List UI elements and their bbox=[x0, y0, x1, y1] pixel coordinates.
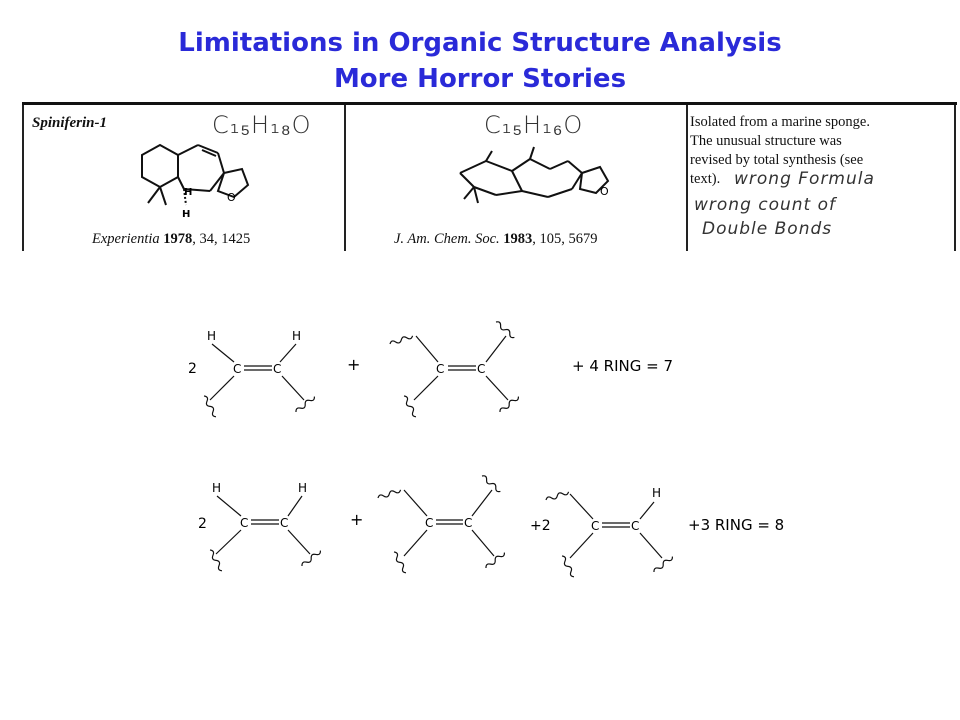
row2-C-left: C bbox=[240, 516, 249, 530]
left-atom-O: O bbox=[227, 191, 236, 204]
row1-H-right: H bbox=[292, 329, 302, 343]
note-line: The unusual structure was bbox=[690, 133, 842, 149]
row1-alkene-dihydro bbox=[188, 329, 316, 418]
row1-result: + 4 RING = 7 bbox=[572, 357, 673, 375]
table-divider-1 bbox=[344, 105, 346, 251]
row2-C-right: C bbox=[280, 516, 289, 530]
row2c-C-left: C bbox=[591, 519, 600, 533]
reference-left bbox=[92, 231, 250, 248]
ref-middle-journal: J. Am. Chem. Soc. bbox=[394, 231, 500, 247]
ref-middle-year: 1983 bbox=[503, 231, 533, 247]
row2b-C-left: C bbox=[425, 516, 434, 530]
handwritten-note-2: wrong count of bbox=[694, 195, 837, 215]
ref-left-vol: , 34, 1425 bbox=[192, 231, 251, 247]
row2-H-left: H bbox=[212, 481, 222, 495]
ref-left-year: 1978 bbox=[163, 231, 193, 247]
handwritten-note-1: wrong Formula bbox=[734, 169, 875, 189]
row2c-H: H bbox=[652, 486, 662, 500]
row2-result: +3 RING = 8 bbox=[688, 516, 785, 534]
row1-C-left: C bbox=[233, 362, 242, 376]
unsaturation-equations bbox=[0, 300, 960, 600]
row1-plus: + bbox=[347, 355, 361, 374]
row2-H-right: H bbox=[298, 481, 308, 495]
table-border-left bbox=[22, 105, 24, 251]
row2-alkene-dihydro bbox=[198, 481, 322, 572]
title-line-2: More Horror Stories bbox=[333, 64, 627, 94]
row2-coef: 2 bbox=[198, 516, 207, 532]
row2c-C-right: C bbox=[631, 519, 640, 533]
row1b-C-left: C bbox=[436, 362, 445, 376]
structure-original bbox=[112, 133, 342, 233]
left-atom-H1: H bbox=[184, 187, 193, 198]
row1-alkene-tetrasubstituted bbox=[389, 320, 519, 417]
row2-coef2: +2 bbox=[530, 518, 551, 534]
ref-middle-vol: , 105, 5679 bbox=[532, 231, 598, 247]
row1-coef: 2 bbox=[188, 361, 197, 377]
table-divider-2 bbox=[686, 105, 688, 251]
note-line: text). bbox=[690, 171, 721, 187]
row2-plus: + bbox=[350, 510, 364, 529]
handwritten-formula-left: C₁₅H₁₈O bbox=[212, 111, 312, 139]
row2-alkene-monohydro bbox=[545, 486, 673, 578]
note-line: Isolated from a marine sponge. bbox=[690, 114, 870, 130]
handwritten-formula-middle: C₁₅H₁₆O bbox=[484, 111, 584, 139]
literature-table bbox=[22, 102, 957, 261]
compound-name: Spiniferin-1 bbox=[32, 115, 108, 131]
handwritten-note-3: Double Bonds bbox=[702, 219, 833, 239]
row1-C-right: C bbox=[273, 362, 282, 376]
ref-left-journal: Experientia bbox=[92, 231, 160, 247]
note-line: revised by total synthesis (see bbox=[690, 152, 864, 168]
row2-alkene-tetrasubstituted bbox=[377, 474, 505, 573]
row2b-C-right: C bbox=[464, 516, 473, 530]
row1b-C-right: C bbox=[477, 362, 486, 376]
left-atom-H2: H bbox=[182, 209, 191, 220]
reference-middle bbox=[394, 231, 598, 248]
structure-revised bbox=[442, 145, 642, 235]
title-line-1: Limitations in Organic Structure Analysis bbox=[178, 28, 782, 58]
middle-atom-O: O bbox=[600, 185, 609, 198]
row1-H-left: H bbox=[207, 329, 217, 343]
